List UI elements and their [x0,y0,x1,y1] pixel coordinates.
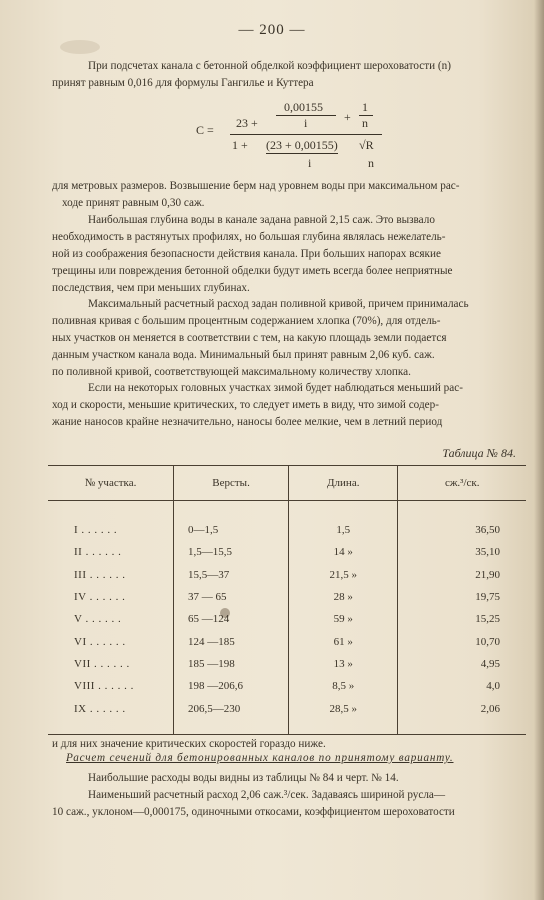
formula-one-plus: 1 + [232,138,248,152]
formula-c: C = [196,123,214,137]
cell-length: 61 » [289,630,398,652]
cell-section: V . . . . . . [48,608,174,630]
cell-versts: 124 —185 [174,630,289,652]
text-line: Максимальный расчетный расход задан поливной кривой, причем принималась [88,298,469,310]
main-fraction-bar [230,134,382,135]
text-line: для метровых размеров. Возвышение берм над уровнем воды при максимальном рас- [52,180,460,192]
formula-i: i [308,156,312,170]
table-header-row [48,466,526,501]
cell-versts: 206,5—230 [174,697,289,734]
page-number: — 200 — [238,22,306,38]
text-line: ходе принят равным 0,30 саж. [62,197,205,209]
table-row [48,608,526,630]
formula-term: 23 + [236,116,258,130]
cell-length: 8,5 » [289,675,398,697]
paragraph-1 [52,58,520,92]
cell-section: VII . . . . . . [48,653,174,675]
cell-length: 13 » [289,653,398,675]
text-line: 10 саж., уклоном—0,000175, одиночными откосами, коэффициентом шероховатости [52,806,455,818]
cell-section: IV . . . . . . [48,586,174,608]
data-table [48,465,526,735]
table-caption: Таблица № 84. [442,446,516,460]
formula-sqrt: √R [359,138,374,152]
text-line: трещины или повреждения бетонной обделки будут иметь всегда более неприятные [52,265,453,277]
paragraph-5 [52,380,520,431]
text-line: и для них значение критических скоростей гораздо ниже. [52,738,326,750]
table-row [48,697,526,734]
cell-discharge: 2,06 [398,697,526,734]
text-line: по поливной кривой, соответствующей максимальному количеству хлопка. [52,366,411,378]
cell-discharge: 15,25 [475,613,500,626]
cell-versts: 1,5—15,5 [174,541,289,563]
chezy-formula [196,100,416,180]
table-row [48,586,526,608]
text-line: последствия, чем при меньших глубинах. [52,282,250,294]
table-row [48,653,526,675]
table-row [48,675,526,697]
cell-discharge: 4,0 [486,680,500,693]
formula-n: n [362,116,368,130]
formula-n: n [368,156,374,170]
paragraph-6 [52,736,520,753]
text-line: данным участком канала вода. Минимальный был принят равным 2,06 куб. саж. [52,349,435,361]
cell-length: 28,5 » [289,697,398,734]
formula-i: i [304,116,308,130]
cell-discharge: 36,50 [475,524,500,537]
formula-plus: + [344,110,351,124]
cell-section: I . . . . . . [48,501,174,542]
cell-section: VI . . . . . . [48,630,174,652]
cell-length: 28 » [289,586,398,608]
cell-section: IX . . . . . . [48,697,174,734]
text-line: При подсчетах канала с бетонной обделкой коэффициент шероховатости (n) [88,60,451,72]
column-header: № участка. [48,466,174,501]
paragraph-3 [52,212,520,297]
cell-section: VIII . . . . . . [48,675,174,697]
cell-length: 14 » [289,541,398,563]
cell-section: II . . . . . . [48,541,174,563]
text-line: поливная кривая с большим процентным содержанием хлопка (70%), для отдель- [52,315,441,327]
text-line: ной из соображения безопасности действия канала. При больших напорах всякие [52,248,441,260]
column-header: Длина. [289,466,398,501]
paragraph-4 [52,296,520,381]
cell-versts: 185 —198 [174,653,289,675]
paragraph-2 [52,178,520,212]
column-header: Версты. [174,466,289,501]
cell-discharge: 35,10 [475,546,500,559]
formula-numerator: 0,00155 [284,100,323,114]
paragraph-7 [52,770,520,821]
text-line: Наименьший расчетный расход 2,06 саж.³/сек. Задаваясь шириной русла— [88,789,446,801]
cell-versts: 0—1,5 [174,501,289,542]
text-line: Если на некоторых головных участках зимой будет наблюдаться меньший рас- [88,382,463,394]
text-line: Наибольшие расходы воды видны из таблицы № 84 и черт. № 14. [88,772,399,784]
page-edge-shadow [534,0,544,900]
cell-discharge: 10,70 [475,635,500,648]
cell-discharge: 19,75 [475,591,500,604]
formula-one: 1 [362,100,368,114]
table-row [48,564,526,586]
text-line: необходимость в растянутых профилях, но большая глубина являлась нежелатель- [52,231,446,243]
cell-discharge: 21,90 [475,568,500,581]
text-line: Наибольшая глубина воды в канале задана равной 2,15 саж. Это вызвало [88,214,435,226]
table-row [48,501,526,542]
cell-discharge: 4,95 [480,657,500,670]
table-row [48,541,526,563]
cell-versts: 65 —124 [174,608,289,630]
cell-length: 59 » [289,608,398,630]
cell-versts: 198 —206,6 [174,675,289,697]
cell-section: III . . . . . . [48,564,174,586]
text-line: ных участков он меняется в соответствии с тем, на какую площадь земли подается [52,332,447,344]
table-row [48,630,526,652]
cell-versts: 37 — 65 [174,586,289,608]
text-line: принят равным 0,016 для формулы Гангилье и Куттера [52,77,314,89]
section-caption: Расчет сечений для бетонированных каналов по принятому варианту. [66,752,454,764]
cell-versts: 15,5—37 [174,564,289,586]
text-line: ход и скорости, меньшие критических, то следует иметь в виду, что зимой содер- [52,399,439,411]
cell-length: 1,5 [289,501,398,542]
text-line: жание наносов крайне незначительно, наносы более мелкие, чем в летний период [52,416,443,428]
column-header: сж.³/ск. [398,466,526,501]
paper-stain [60,40,100,54]
formula-paren: (23 + 0,00155) [266,138,338,152]
cell-length: 21,5 » [289,564,398,586]
